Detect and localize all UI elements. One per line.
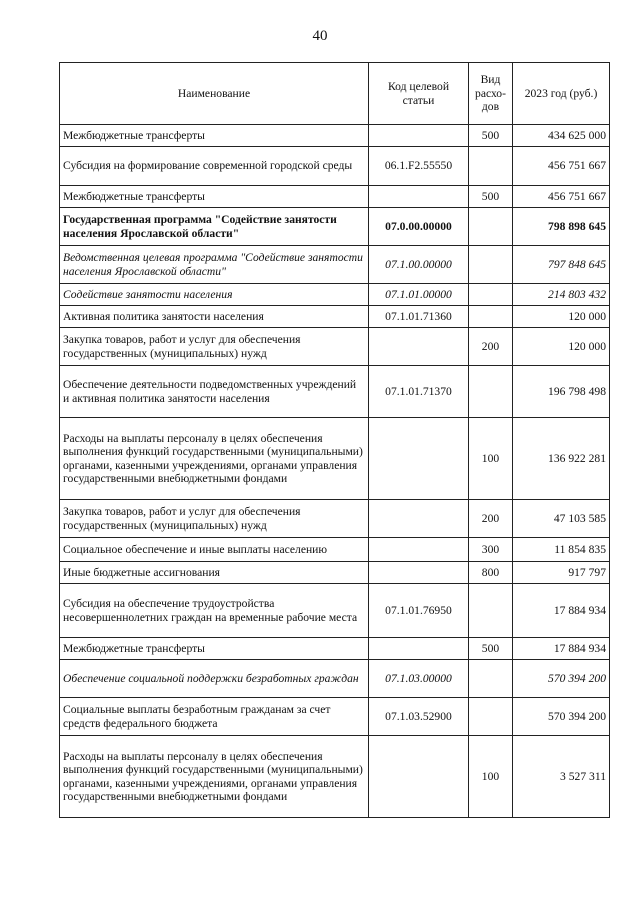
row-vid: 200 xyxy=(469,500,513,538)
row-code xyxy=(369,500,469,538)
row-vid xyxy=(469,366,513,418)
row-vid: 800 xyxy=(469,562,513,584)
row-sum: 136 922 281 xyxy=(513,418,610,500)
table-row xyxy=(60,328,610,366)
row-vid: 500 xyxy=(469,125,513,147)
row-code: 07.1.01.76950 xyxy=(369,584,469,638)
row-sum: 456 751 667 xyxy=(513,186,610,208)
table-row xyxy=(60,500,610,538)
row-code: 07.1.01.71360 xyxy=(369,306,469,328)
table-row xyxy=(60,284,610,306)
row-vid xyxy=(469,246,513,284)
table-row xyxy=(60,246,610,284)
row-vid xyxy=(469,698,513,736)
row-vid xyxy=(469,208,513,246)
row-sum: 570 394 200 xyxy=(513,698,610,736)
row-name: Иные бюджетные ассигнования xyxy=(60,562,369,584)
row-name: Закупка товаров, работ и услуг для обеспечения государственных (муниципальных) нужд xyxy=(60,328,369,366)
row-sum: 120 000 xyxy=(513,328,610,366)
row-name: Расходы на выплаты персоналу в целях обеспечения выполнения функций государственными (муниципальными) органами, казенными учреждениями, органами управления государственными внебюджетными фондами xyxy=(60,418,369,500)
row-sum: 917 797 xyxy=(513,562,610,584)
row-code xyxy=(369,638,469,660)
row-name: Закупка товаров, работ и услуг для обеспечения государственных (муниципальных) нужд xyxy=(60,500,369,538)
row-sum: 798 898 645 xyxy=(513,208,610,246)
row-sum: 47 103 585 xyxy=(513,500,610,538)
row-sum: 3 527 311 xyxy=(513,736,610,818)
row-sum: 570 394 200 xyxy=(513,660,610,698)
row-code xyxy=(369,418,469,500)
table-row xyxy=(60,584,610,638)
row-sum: 17 884 934 xyxy=(513,584,610,638)
row-sum: 17 884 934 xyxy=(513,638,610,660)
row-vid xyxy=(469,147,513,186)
row-code: 07.1.03.00000 xyxy=(369,660,469,698)
row-vid: 100 xyxy=(469,418,513,500)
row-code xyxy=(369,328,469,366)
row-name: Межбюджетные трансферты xyxy=(60,638,369,660)
row-name: Социальное обеспечение и иные выплаты населению xyxy=(60,538,369,562)
table-row xyxy=(60,186,610,208)
table-row xyxy=(60,366,610,418)
row-name: Активная политика занятости населения xyxy=(60,306,369,328)
row-code: 06.1.F2.55550 xyxy=(369,147,469,186)
row-vid xyxy=(469,284,513,306)
table-row xyxy=(60,660,610,698)
table-row xyxy=(60,736,610,818)
table-header-row xyxy=(60,63,610,125)
table-row xyxy=(60,147,610,186)
header-sum: 2023 год (руб.) xyxy=(513,63,610,125)
row-code: 07.1.01.00000 xyxy=(369,284,469,306)
table-row xyxy=(60,208,610,246)
table-row xyxy=(60,418,610,500)
row-sum: 797 848 645 xyxy=(513,246,610,284)
row-name: Субсидия на формирование современной городской среды xyxy=(60,147,369,186)
row-name: Социальные выплаты безработным гражданам за счет средств федерального бюджета xyxy=(60,698,369,736)
table-row xyxy=(60,306,610,328)
row-vid: 100 xyxy=(469,736,513,818)
row-name: Содействие занятости населения xyxy=(60,284,369,306)
header-name: Наименование xyxy=(60,63,369,125)
row-code: 07.1.03.52900 xyxy=(369,698,469,736)
row-code: 07.0.00.00000 xyxy=(369,208,469,246)
table-row xyxy=(60,698,610,736)
table-row xyxy=(60,538,610,562)
row-name: Обеспечение деятельности подведомственных учреждений и активная политика занятости населения xyxy=(60,366,369,418)
row-code xyxy=(369,186,469,208)
row-name: Межбюджетные трансферты xyxy=(60,125,369,147)
row-sum: 456 751 667 xyxy=(513,147,610,186)
row-code xyxy=(369,125,469,147)
row-code xyxy=(369,538,469,562)
row-name: Межбюджетные трансферты xyxy=(60,186,369,208)
row-sum: 11 854 835 xyxy=(513,538,610,562)
row-sum: 214 803 432 xyxy=(513,284,610,306)
page-number: 40 xyxy=(312,28,328,44)
row-name: Субсидия на обеспечение трудоустройства несовершеннолетних граждан на временные рабочие места xyxy=(60,584,369,638)
row-vid xyxy=(469,660,513,698)
table-row xyxy=(60,562,610,584)
row-code: 07.1.01.71370 xyxy=(369,366,469,418)
row-code xyxy=(369,562,469,584)
row-name: Ведомственная целевая программа "Содействие занятости населения Ярославской области" xyxy=(60,246,369,284)
row-sum: 120 000 xyxy=(513,306,610,328)
row-name: Расходы на выплаты персоналу в целях обеспечения выполнения функций государственными (муниципальными) органами, казенными учреждениями, органами управления государственными внебюджетными фондами xyxy=(60,736,369,818)
row-name: Обеспечение социальной поддержки безработных граждан xyxy=(60,660,369,698)
budget-table xyxy=(59,62,610,818)
table-row xyxy=(60,125,610,147)
row-vid: 500 xyxy=(469,638,513,660)
row-vid: 200 xyxy=(469,328,513,366)
row-sum: 434 625 000 xyxy=(513,125,610,147)
row-code xyxy=(369,736,469,818)
row-name: Государственная программа "Содействие занятости населения Ярославской области" xyxy=(60,208,369,246)
row-vid: 300 xyxy=(469,538,513,562)
row-code: 07.1.00.00000 xyxy=(369,246,469,284)
row-vid xyxy=(469,306,513,328)
row-vid xyxy=(469,584,513,638)
table-row xyxy=(60,638,610,660)
header-code: Код целевой статьи xyxy=(369,63,469,125)
header-vid: Вид расхо-дов xyxy=(469,63,513,125)
row-sum: 196 798 498 xyxy=(513,366,610,418)
row-vid: 500 xyxy=(469,186,513,208)
